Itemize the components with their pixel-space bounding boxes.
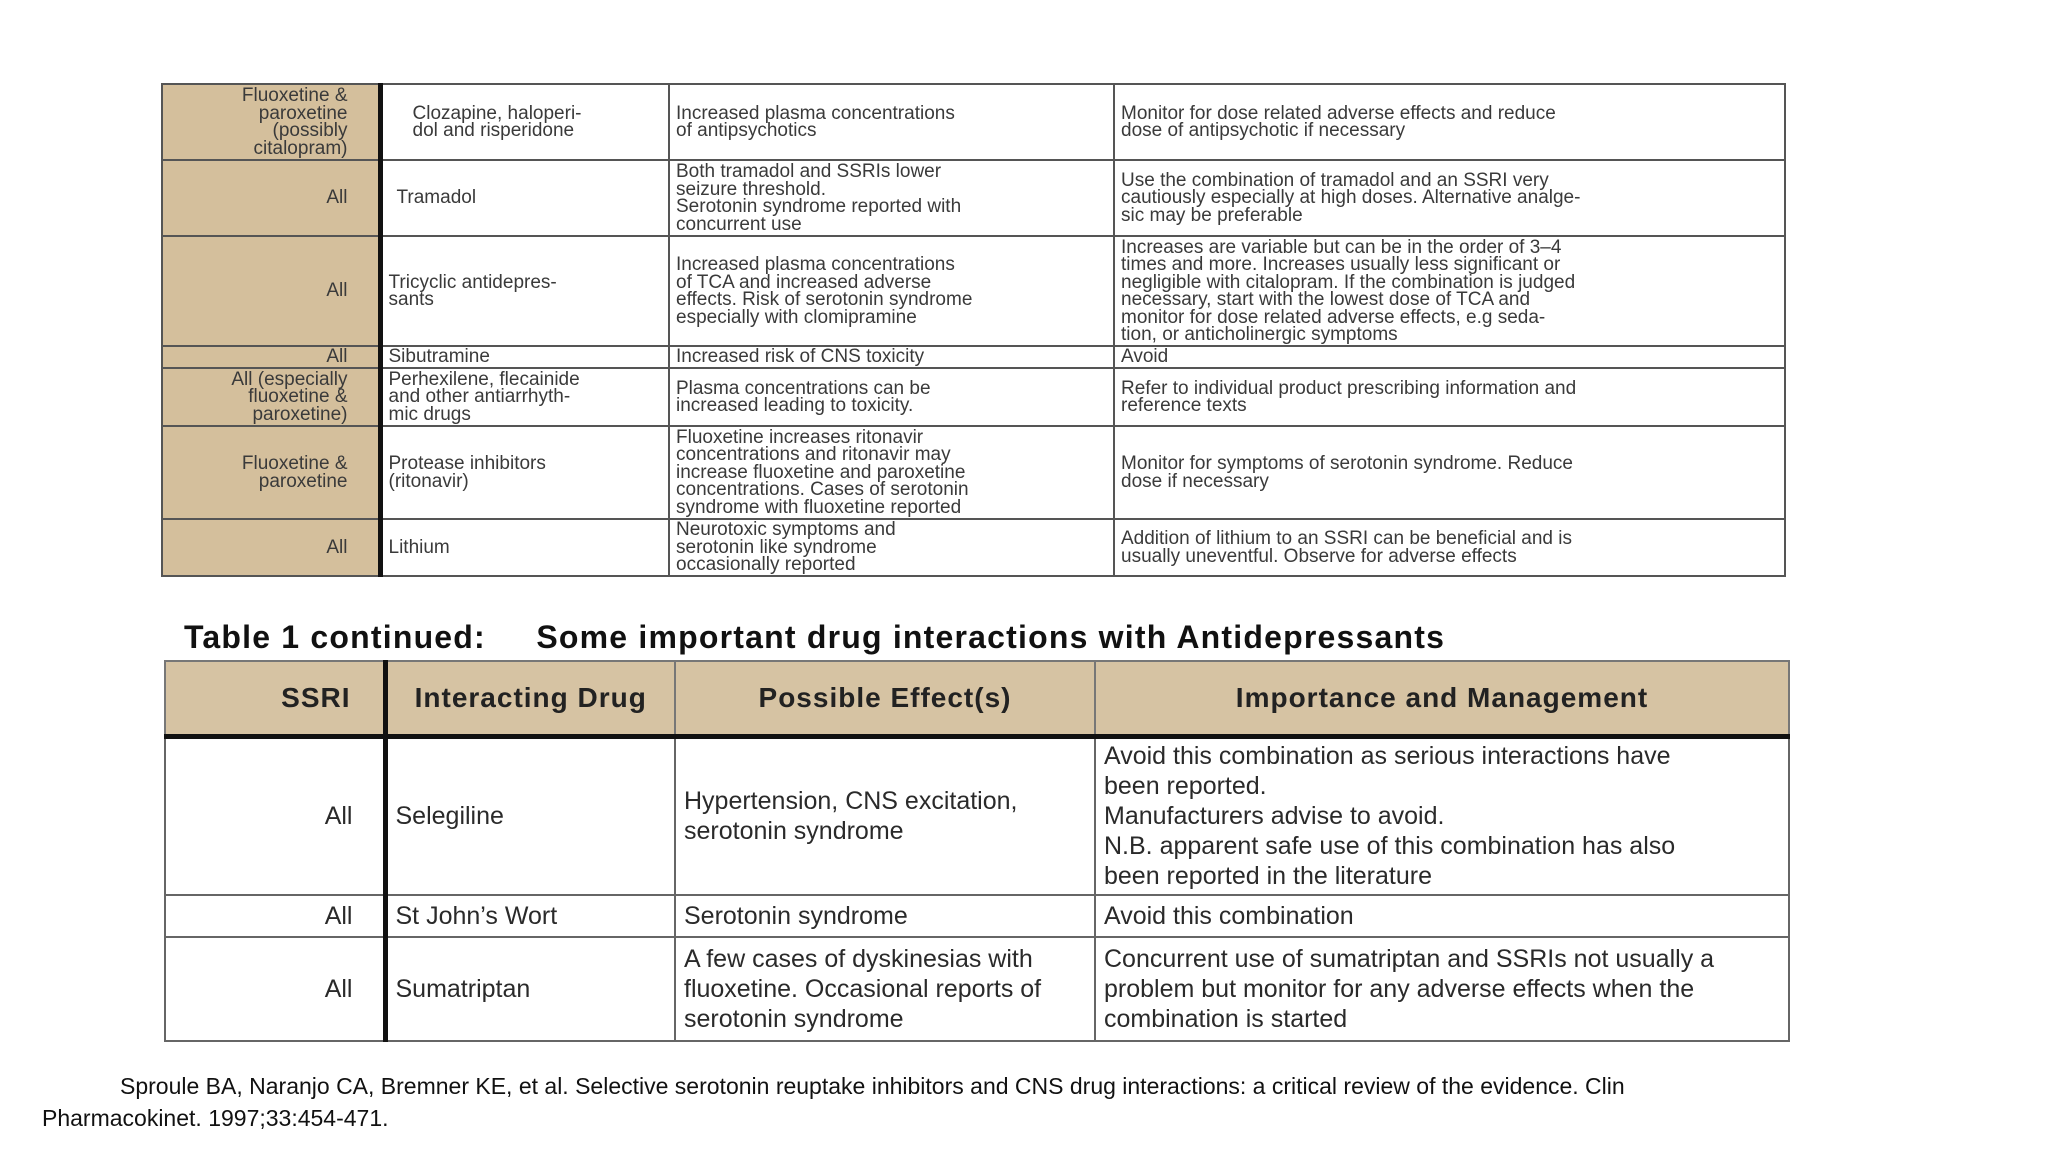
management-cell: Avoid this combination as serious interactions have been reported. Manufacturers advise to avoid. N.B. apparent safe use of this combination has also been reported in the literature [1095, 737, 1789, 895]
management-cell: Refer to individual product prescribing information and reference texts [1114, 368, 1785, 426]
table-row [162, 84, 1785, 160]
possible-effect-cell: Increased risk of CNS toxicity [669, 346, 1114, 368]
interacting-drug-cell: Sumatriptan [385, 937, 675, 1041]
table-header-row [165, 661, 1789, 737]
column-header-possible-effects: Possible Effect(s) [675, 661, 1095, 737]
possible-effect-cell: Both tramadol and SSRIs lower seizure threshold. Serotonin syndrome reported with concurrent use [669, 160, 1114, 236]
management-cell: Concurrent use of sumatriptan and SSRIs not usually a problem but monitor for any adverse effects when the combination is started [1095, 937, 1789, 1041]
column-header-interacting-drug: Interacting Drug [385, 661, 675, 737]
possible-effect-cell: A few cases of dyskinesias with fluoxetine. Occasional reports of serotonin syndrome [675, 937, 1095, 1041]
management-cell: Use the combination of tramadol and an SSRI very cautiously especially at high doses. Alternative analge- sic may be preferable [1114, 160, 1785, 236]
possible-effect-cell: Increased plasma concentrations of antipsychotics [669, 84, 1114, 160]
table-row [162, 236, 1785, 346]
ssri-cell: All [162, 346, 380, 368]
ssri-cell: All [165, 937, 385, 1041]
column-header-ssri: SSRI [165, 661, 385, 737]
table-row [162, 346, 1785, 368]
ssri-cell: All (especially fluoxetine & paroxetine) [162, 368, 380, 426]
interacting-drug-cell: Tricyclic antidepres- sants [380, 236, 669, 346]
table-row [162, 519, 1785, 576]
possible-effect-cell: Plasma concentrations can be increased leading to toxicity. [669, 368, 1114, 426]
possible-effect-cell: Increased plasma concentrations of TCA and increased adverse effects. Risk of serotonin syndrome especially with clomipramine [669, 236, 1114, 346]
interacting-drug-cell: Tramadol [380, 160, 669, 236]
table-row [162, 160, 1785, 236]
management-cell: Avoid [1114, 346, 1785, 368]
possible-effect-cell: Serotonin syndrome [675, 895, 1095, 937]
interacting-drug-cell: Sibutramine [380, 346, 669, 368]
possible-effect-cell: Fluoxetine increases ritonavir concentrations and ritonavir may increase fluoxetine and paroxetine concentrations. Cases of serotonin syndrome with fluoxetine reported [669, 426, 1114, 519]
table-row [162, 426, 1785, 519]
table-row [165, 895, 1789, 937]
management-cell: Monitor for dose related adverse effects and reduce dose of antipsychotic if necessary [1114, 84, 1785, 160]
ssri-cell: All [162, 519, 380, 576]
management-cell: Increases are variable but can be in the order of 3–4 times and more. Increases usually less significant or negligible with citalopram. If the combination is judged necessary, start with the lowest dose of TCA and monitor for dose related adverse effects, e.g seda- tion, or anticholinergic symptoms [1114, 236, 1785, 346]
interacting-drug-cell: St John’s Wort [385, 895, 675, 937]
table-row [162, 368, 1785, 426]
table-row [165, 937, 1789, 1041]
management-cell: Avoid this combination [1095, 895, 1789, 937]
ssri-cell: Fluoxetine & paroxetine (possibly citalopram) [162, 84, 380, 160]
table-row [165, 737, 1789, 895]
interacting-drug-cell: Protease inhibitors (ritonavir) [380, 426, 669, 519]
ssri-cell: All [162, 160, 380, 236]
possible-effect-cell: Hypertension, CNS excitation, serotonin syndrome [675, 737, 1095, 895]
table-title: Table 1 continued: Some important drug interactions with Antidepressants [184, 619, 1446, 655]
bottom-interactions-table [164, 660, 1790, 1042]
interacting-drug-cell: Lithium [380, 519, 669, 576]
interacting-drug-cell: Clozapine, haloperi- dol and risperidone [380, 84, 669, 160]
ssri-cell: Fluoxetine & paroxetine [162, 426, 380, 519]
citation: Sproule BA, Naranjo CA, Bremner KE, et al. Selective serotonin reuptake inhibitors and CNS drug interactions: a critical review of the evidence. Clin Pharmacokinet. 1997;33:454-471. [42, 1073, 1625, 1131]
management-cell: Monitor for symptoms of serotonin syndrome. Reduce dose if necessary [1114, 426, 1785, 519]
interacting-drug-cell: Selegiline [385, 737, 675, 895]
column-header-importance-management: Importance and Management [1095, 661, 1789, 737]
interacting-drug-cell: Perhexilene, flecainide and other antiarrhyth- mic drugs [380, 368, 669, 426]
ssri-cell: All [165, 737, 385, 895]
top-interactions-table [161, 83, 1786, 577]
management-cell: Addition of lithium to an SSRI can be beneficial and is usually uneventful. Observe for adverse effects [1114, 519, 1785, 576]
possible-effect-cell: Neurotoxic symptoms and serotonin like syndrome occasionally reported [669, 519, 1114, 576]
ssri-cell: All [162, 236, 380, 346]
ssri-cell: All [165, 895, 385, 937]
